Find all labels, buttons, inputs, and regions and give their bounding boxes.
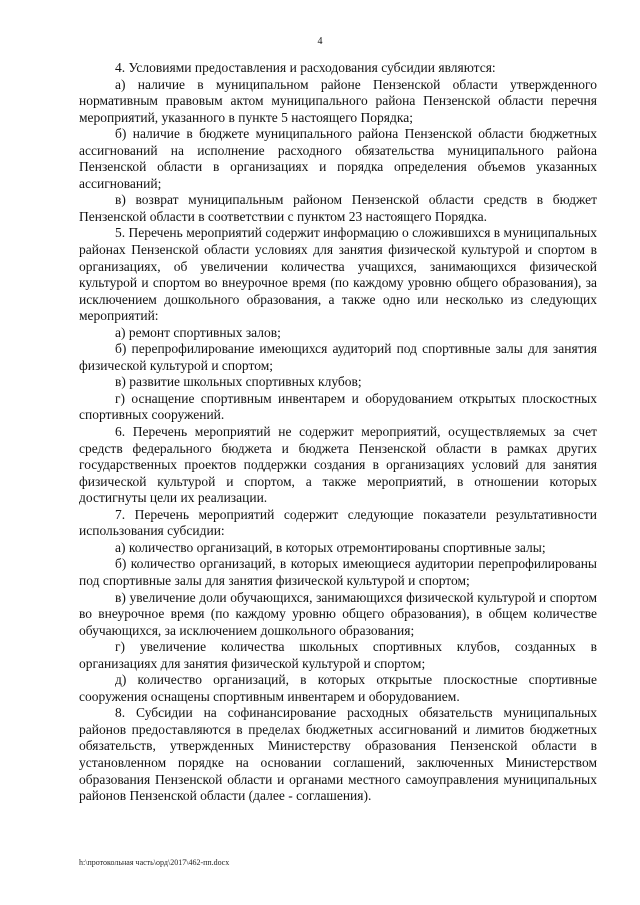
footer-file-path: h:\протокольная часть\орд\2017\462-пп.docx xyxy=(79,858,230,867)
page-number: 4 xyxy=(317,36,323,47)
paragraph-item-8: 8. Субсидии на софинансирование расходных обязательств муниципальных районов предоставляются в пределах бюджетных ассигнований и лимитов бюджетных обязательств, утвержденных Министерству образования Пензенской области в установленном порядке на основании соглашений, заключенных Министерством образования Пензенской области и органами местного самоуправления муниципальных районов Пензенской области (далее - соглашения). xyxy=(79,705,597,804)
paragraph-item-7: 7. Перечень мероприятий содержит следующие показатели результативности использования субсидии: xyxy=(79,506,597,539)
paragraph-item-5g: г) оснащение спортивным инвентарем и оборудованием открытых плоскостных спортивных сооружений. xyxy=(79,390,597,423)
paragraph-item-7d: д) количество организаций, в которых открытые плоскостные спортивные сооружения оснащены спортивным инвентарем и оборудованием. xyxy=(79,672,597,704)
paragraph-item-7b: б) количество организаций, в которых имеющиеся аудитории перепрофилированы под спортивные залы для занятия физической культурой и спортом; xyxy=(79,556,597,588)
paragraph-item-7a: а) количество организаций, в которых отремонтированы спортивные залы; xyxy=(115,539,546,555)
paragraph-item-7g: г) увеличение количества школьных спортивных клубов, созданных в организациях для занятия физической культурой и спортом; xyxy=(79,639,597,671)
paragraph-item-4-header: 4. Условиями предоставления и расходования субсидии являются: xyxy=(115,60,496,75)
paragraph-item-5b: б) перепрофилирование имеющихся аудиторий под спортивные залы для занятия физической культурой и спортом; xyxy=(79,341,597,373)
paragraph-item-5a: а) ремонт спортивных залов; xyxy=(115,324,281,340)
paragraph-item-4b: б) наличие в бюджете муниципального района Пензенской области бюджетных ассигнований на исполнение расходного обязательства муниципального района Пензенской области в организациях и порядка определения объемов указанных ассигнований; xyxy=(79,126,597,191)
paragraph-item-5v: в) развитие школьных спортивных клубов; xyxy=(115,374,362,390)
paragraph-item-5: 5. Перечень мероприятий содержит информацию о сложившихся в муниципальных районах Пензенской области условиях для занятия физической культурой и спортом в организациях, об увеличении количества учащихся, занимающихся физической культурой и спортом во внеурочное время (по каждому уровню общего образования), за исключением дошкольного образования, а также одно или несколько из следующих мероприятий: xyxy=(79,225,597,324)
paragraph-item-4v: в) возврат муниципальным районом Пензенской области средств в бюджет Пензенской области в соответствии с пунктом 23 настоящего Порядка. xyxy=(79,192,597,224)
document-body xyxy=(79,60,597,805)
paragraph-item-7v: в) увеличение доли обучающихся, занимающихся физической культурой и спортом во внеурочное время (по каждому уровню общего образования), в общем количестве обучающихся, за исключением дошкольного образования; xyxy=(79,589,597,638)
paragraph-item-6: 6. Перечень мероприятий не содержит мероприятий, осуществляемых за счет средств федерального бюджета и бюджета Пензенской области в рамках других государственных проектов поддержки создания в организациях условий для занятия физической культурой и спортом, а также мероприятий, в отношении которых достигнуты цели их реализации. xyxy=(79,424,597,506)
paragraph-item-4a: а) наличие в муниципальном районе Пензенской области утвержденного нормативным правовым актом муниципального района Пензенской области перечня мероприятий, указанного в пункте 5 настоящего Порядка; xyxy=(79,76,597,125)
